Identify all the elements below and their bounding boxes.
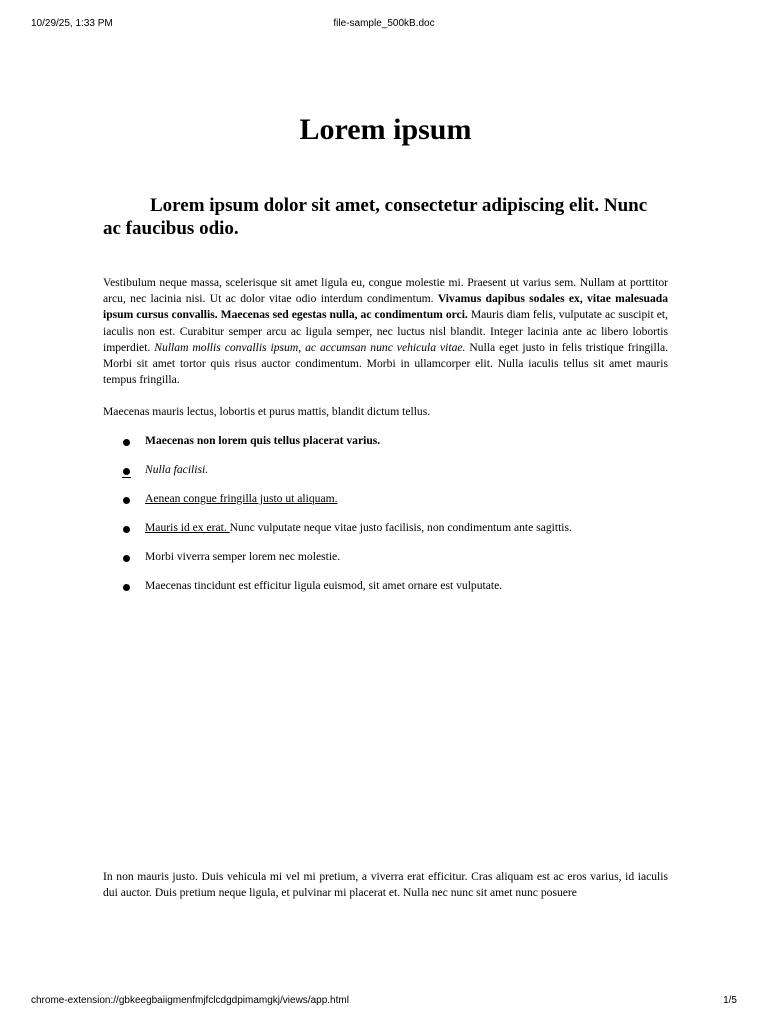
print-document-name: file-sample_500kB.doc bbox=[333, 18, 435, 29]
document-title: Lorem ipsum bbox=[299, 113, 472, 146]
bullet-icon bbox=[123, 468, 130, 475]
list-item-text-underlined: Mauris id ex erat. bbox=[145, 521, 230, 534]
bullet-icon bbox=[123, 584, 130, 591]
print-header bbox=[0, 18, 768, 32]
list-item bbox=[103, 549, 668, 578]
paragraph-1-bold: Vivamus dapibus sodales ex, vitae malesuada ipsum cursus convallis. Maecenas sed egestas nulla, ac condimentum orci. bbox=[103, 292, 668, 322]
list-item-text: Maecenas non lorem quis tellus placerat varius. bbox=[145, 434, 381, 447]
print-datetime: 10/29/25, 1:33 PM bbox=[31, 18, 113, 29]
list-item-text: Morbi viverra semper lorem nec molestie. bbox=[145, 550, 341, 563]
list-item bbox=[103, 462, 668, 491]
bullet-icon bbox=[123, 439, 130, 446]
paragraph-3: In non mauris justo. Duis vehicula mi vel mi pretium, a viverra erat efficitur. Cras aliquam est ac eros varius, id iaculis dui auctor. Duis pretium neque ligula, et pulvinar mi placerat et. Nulla nec nunc sit amet nunc posuere bbox=[103, 870, 668, 900]
paragraph-1-text-a: Vestibulum neque massa, scelerisque sit amet ligula eu, congue molestie mi. Praesent ut varius sem. Nullam at porttitor arcu, nec lacinia nisi. Ut ac dolor vitae odio interdum condimentum. bbox=[103, 276, 668, 306]
document-subtitle: Lorem ipsum dolor sit amet, consectetur adipiscing elit. Nunc ac faucibus odio. bbox=[103, 195, 648, 239]
bullet-icon bbox=[123, 497, 130, 504]
paragraph-2: Maecenas mauris lectus, lobortis et purus mattis, blandit dictum tellus. bbox=[103, 405, 431, 418]
print-footer bbox=[0, 995, 768, 1009]
list-item bbox=[103, 520, 668, 549]
list-item bbox=[103, 491, 668, 520]
page-indicator: 1/5 bbox=[723, 995, 737, 1006]
bullet-icon bbox=[123, 526, 130, 533]
bullet-icon bbox=[123, 555, 130, 562]
paragraph-1-italic: Nullam mollis convallis ipsum, ac accumsan nunc vehicula vitae. bbox=[154, 340, 466, 354]
print-url: chrome-extension://gbkeegbaiigmenfmjfclcdgdpimamgkj/views/app.html bbox=[31, 995, 349, 1006]
list-item-text: Nulla facilisi. bbox=[145, 463, 209, 476]
list-item-text: Maecenas tincidunt est efficitur ligula euismod, sit amet ornare est vulputate. bbox=[145, 579, 503, 592]
bullet-list bbox=[103, 433, 668, 607]
list-item-text: Aenean congue fringilla justo ut aliquam. bbox=[145, 492, 338, 505]
paragraph-1 bbox=[103, 275, 668, 388]
list-item bbox=[103, 578, 668, 607]
list-item-text: Nunc vulputate neque vitae justo facilisis, non condimentum ante sagittis. bbox=[229, 521, 572, 534]
list-item bbox=[103, 433, 668, 462]
paragraph-1-text-b: Mauris diam felis, vulputate ac suscipit et, iaculis non est. Curabitur semper arcu ac ligula semper, nec luctus nisl blandit. Integer lacinia ante ac libero lobortis imperdiet. bbox=[103, 308, 668, 354]
paragraph-1-text-c: Nulla eget justo in felis tristique fringilla. Morbi sit amet tortor quis risus auctor condimentum. Morbi in ullamcorper elit. Nulla iaculis tellus sit amet mauris tempus fringilla. bbox=[103, 340, 669, 387]
